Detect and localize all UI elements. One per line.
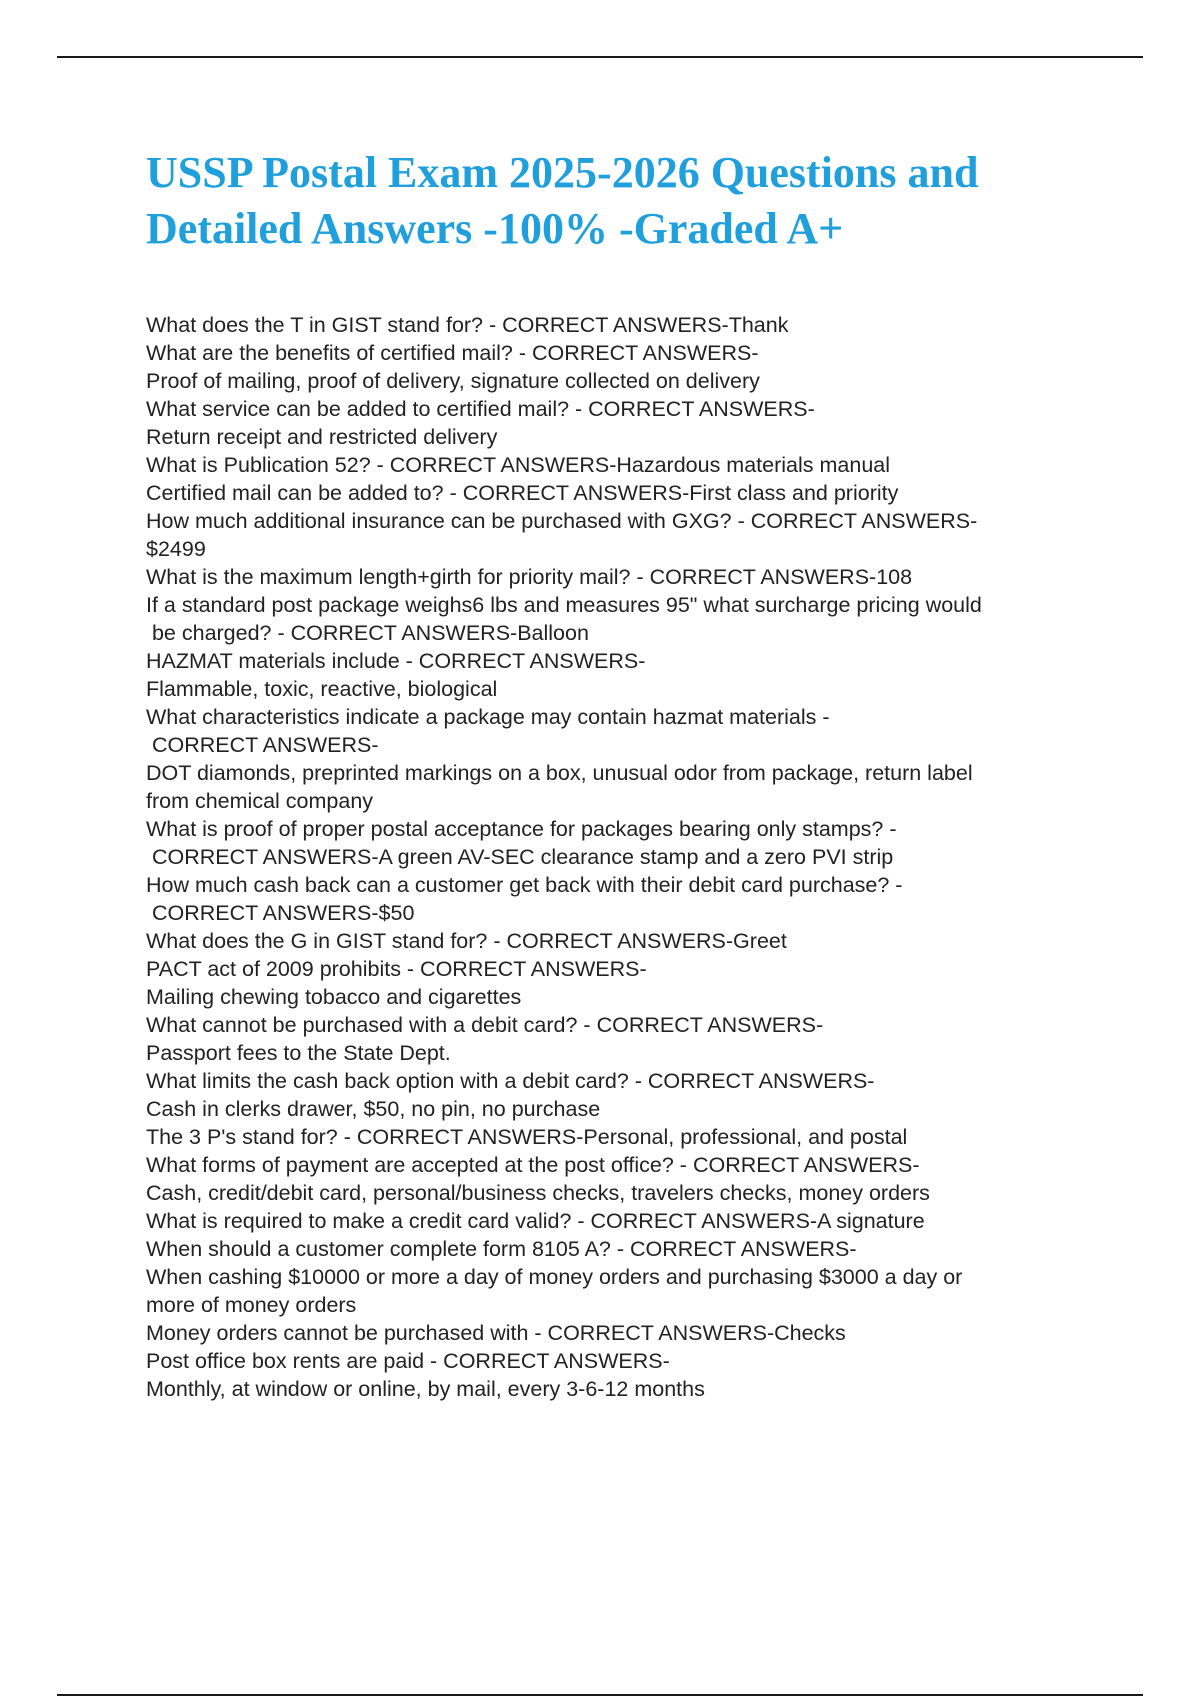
qa-line: What is the maximum length+girth for priority mail? - CORRECT ANSWERS-108 xyxy=(146,565,913,589)
qa-line: more of money orders xyxy=(146,1293,357,1317)
qa-line: How much cash back can a customer get back with their debit card purchase? - xyxy=(146,873,903,897)
qa-line: When should a customer complete form 8105 A? - CORRECT ANSWERS- xyxy=(146,1237,857,1261)
qa-line: from chemical company xyxy=(146,789,374,813)
qa-line: What is required to make a credit card valid? - CORRECT ANSWERS-A signature xyxy=(146,1209,925,1233)
qa-line: What cannot be purchased with a debit card? - CORRECT ANSWERS- xyxy=(146,1013,824,1037)
qa-line: What is proof of proper postal acceptance for packages bearing only stamps? - xyxy=(146,817,897,841)
qa-line: What characteristics indicate a package may contain hazmat materials - xyxy=(146,705,830,729)
qa-line: CORRECT ANSWERS- xyxy=(146,733,379,757)
qa-line: Passport fees to the State Dept. xyxy=(146,1041,451,1065)
document-title xyxy=(146,145,1146,257)
qa-line: Post office box rents are paid - CORRECT ANSWERS- xyxy=(146,1349,670,1373)
top-rule xyxy=(57,56,1143,58)
qa-line: What does the T in GIST stand for? - CORRECT ANSWERS-Thank xyxy=(146,313,789,337)
qa-line: Certified mail can be added to? - CORRECT ANSWERS-First class and priority xyxy=(146,481,899,505)
qa-line: If a standard post package weighs6 lbs and measures 95" what surcharge pricing would xyxy=(146,593,982,617)
qa-line: HAZMAT materials include - CORRECT ANSWERS- xyxy=(146,649,646,673)
qa-line: Flammable, toxic, reactive, biological xyxy=(146,677,498,701)
qa-line: What does the G in GIST stand for? - CORRECT ANSWERS-Greet xyxy=(146,929,787,953)
qa-line: PACT act of 2009 prohibits - CORRECT ANSWERS- xyxy=(146,957,647,981)
qa-line: What is Publication 52? - CORRECT ANSWERS-Hazardous materials manual xyxy=(146,453,891,477)
qa-line: CORRECT ANSWERS-A green AV-SEC clearance stamp and a zero PVI strip xyxy=(146,845,894,869)
qa-line: What limits the cash back option with a debit card? - CORRECT ANSWERS- xyxy=(146,1069,875,1093)
qa-line: CORRECT ANSWERS-$50 xyxy=(146,901,415,925)
qa-line: How much additional insurance can be purchased with GXG? - CORRECT ANSWERS- xyxy=(146,509,978,533)
qa-line: The 3 P's stand for? - CORRECT ANSWERS-Personal, professional, and postal xyxy=(146,1125,908,1149)
qa-line: Money orders cannot be purchased with - CORRECT ANSWERS-Checks xyxy=(146,1321,846,1345)
qa-line: What service can be added to certified mail? - CORRECT ANSWERS- xyxy=(146,397,815,421)
document-title-line: Detailed Answers -100% -Graded A+ xyxy=(146,204,844,253)
bottom-rule xyxy=(57,1694,1143,1696)
qa-body xyxy=(146,311,1146,1403)
qa-line: Cash, credit/debit card, personal/business checks, travelers checks, money orders xyxy=(146,1181,930,1205)
qa-line: What are the benefits of certified mail? - CORRECT ANSWERS- xyxy=(146,341,759,365)
qa-line: When cashing $10000 or more a day of money orders and purchasing $3000 a day or xyxy=(146,1265,963,1289)
qa-line: Return receipt and restricted delivery xyxy=(146,425,498,449)
document-title-line: USSP Postal Exam 2025-2026 Questions and xyxy=(146,148,979,197)
qa-line: Cash in clerks drawer, $50, no pin, no purchase xyxy=(146,1097,601,1121)
qa-line: be charged? - CORRECT ANSWERS-Balloon xyxy=(146,621,589,645)
qa-line: What forms of payment are accepted at the post office? - CORRECT ANSWERS- xyxy=(146,1153,920,1177)
qa-line: Monthly, at window or online, by mail, every 3-6-12 months xyxy=(146,1377,705,1401)
qa-line: Proof of mailing, proof of delivery, signature collected on delivery xyxy=(146,369,760,393)
qa-line: DOT diamonds, preprinted markings on a box, unusual odor from package, return label xyxy=(146,761,973,785)
qa-line: $2499 xyxy=(146,537,206,561)
qa-line: Mailing chewing tobacco and cigarettes xyxy=(146,985,522,1009)
